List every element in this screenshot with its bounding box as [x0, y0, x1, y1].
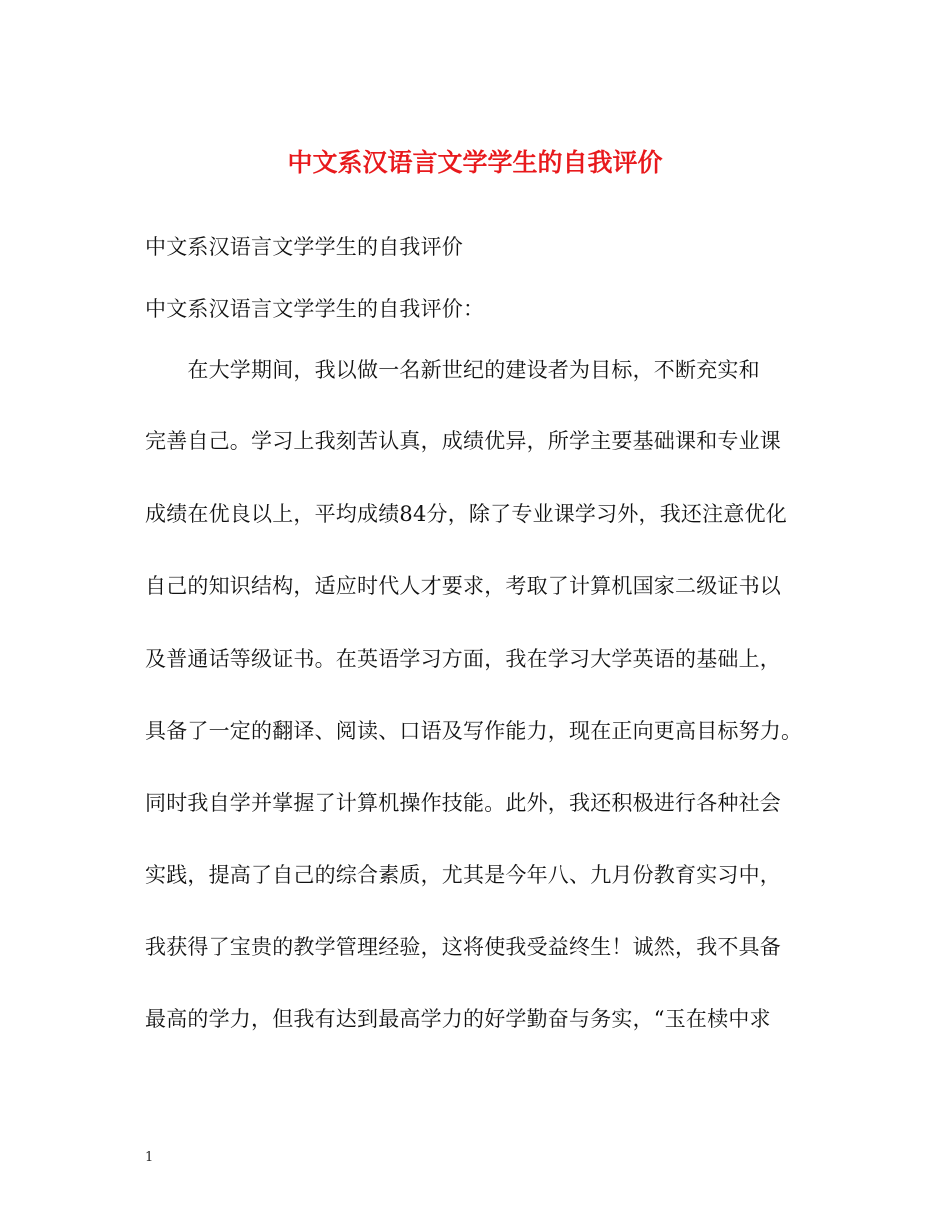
body-line: 同时我自学并掌握了计算机操作技能。此外，我还积极进行各种社会: [145, 791, 781, 815]
heading-line: 中文系汉语言文学学生的自我评价: [145, 235, 463, 259]
body-line: 自己的知识结构，适应时代人才要求，考取了计算机国家二级证书以: [145, 574, 781, 598]
body-line: 实践，提高了自己的综合素质，尤其是今年八、九月份教育实习中，: [145, 863, 781, 887]
heading-line-colon: 中文系汉语言文学学生的自我评价：: [145, 297, 485, 321]
page-number: 1: [145, 1150, 154, 1165]
body-line: 我获得了宝贵的教学管理经验，这将使我受益终生！诚然，我不具备: [145, 935, 781, 959]
body-line: 在大学期间，我以做一名新世纪的建设者为目标，不断充实和: [145, 358, 760, 382]
body-line: 具备了一定的翻译、阅读、口语及写作能力，现在正向更高目标努力。: [145, 719, 803, 743]
body-line: 及普通话等级证书。在英语学习方面，我在学习大学英语的基础上，: [145, 647, 781, 671]
document-title: 中文系汉语言文学学生的自我评价: [287, 148, 663, 177]
body-line: 最高的学力，但我有达到最高学力的好学勤奋与务实，“玉在椟中求: [145, 1007, 771, 1031]
body-line: 成绩在优良以上，平均成绩84分，除了专业课学习外，我还注意优化: [145, 502, 787, 526]
body-line: 完善自己。学习上我刻苦认真，成绩优异，所学主要基础课和专业课: [145, 429, 781, 453]
